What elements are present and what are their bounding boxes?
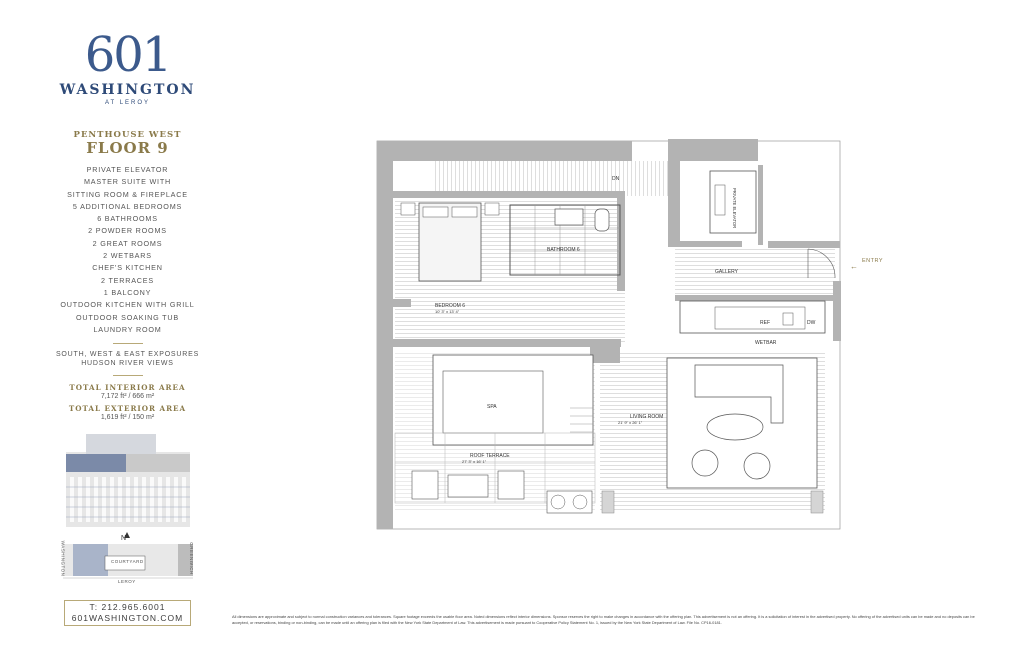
label-spa: SPA [487, 404, 497, 410]
logo-tagline: AT LEROY [104, 100, 151, 106]
divider [113, 375, 143, 376]
label-ref: REF [760, 320, 770, 326]
feature-item: 1 BALCONY [103, 287, 152, 297]
label-bedroom-dims: 10' 3" x 13' 4" [435, 309, 460, 314]
feature-item: 6 BATHROOMS [97, 214, 158, 224]
feature-list [40, 164, 215, 336]
feature-item: 2 POWDER ROOMS [88, 226, 167, 236]
label-elevator: PRIVATE ELEVATOR [732, 188, 737, 229]
logo-number: 601 [84, 27, 171, 83]
street-right-label: GREENWICH [188, 542, 194, 575]
feature-item: MASTER SUITE WITH SITTING ROOM & FIREPLACE [67, 177, 188, 199]
floor-title: FLOOR 9 [86, 139, 169, 157]
unit-name: PENTHOUSE WEST [73, 130, 182, 140]
feature-item: 2 WETBARS [103, 251, 152, 261]
feature-item: OUTDOOR KITCHEN WITH GRILL [60, 300, 195, 310]
feature-item: LAUNDRY ROOM [93, 324, 162, 334]
label-dw: DW [807, 320, 816, 326]
feature-item: 5 ADDITIONAL BEDROOMS [72, 201, 183, 211]
entry-arrow-icon: ← [850, 262, 858, 271]
interior-area-label: TOTAL INTERIOR AREA [69, 383, 186, 393]
stair-floor [435, 161, 670, 196]
feature-item: PRIVATE ELEVATOR [86, 165, 169, 174]
contact-box [64, 600, 191, 626]
label-gallery: GALLERY [715, 269, 738, 275]
label-terrace: ROOF TERRACE [470, 453, 510, 459]
label-bedroom: BEDROOM 6 [435, 303, 466, 309]
phone-number[interactable]: T: 212.965.6001 [89, 602, 166, 612]
coffee-table [707, 414, 763, 440]
exposure-line: HUDSON RIVER VIEWS [81, 359, 174, 367]
feature-item: OUTDOOR SOAKING TUB [76, 312, 179, 322]
interior-area-value: 7,172 ft² / 666 m² [100, 393, 155, 401]
exterior-area-label: TOTAL EXTERIOR AREA [68, 404, 187, 414]
label-living-dims: 21' 9" x 26' 1" [618, 420, 643, 425]
exposure-line: SOUTH, WEST & EAST EXPOSURES [55, 351, 200, 359]
north-label: N [121, 535, 127, 542]
street-left-label: WASHINGTON [60, 540, 66, 577]
street-bottom-label: LEROY [118, 579, 136, 584]
courtyard-label: COURTYARD [111, 559, 144, 564]
divider [113, 343, 143, 344]
label-dn: DN [612, 176, 620, 182]
exposures [40, 351, 215, 368]
disclaimer: All dimensions are approximate and subject to normal construction variances and tolerances. Square footage exceeds the usable floor area. Noted dimensions reflect interior dimensions. Sponsor reserves the right to make changes in accordance with the offering plan. This advertisement is not an offering. It is a solicitation of interest in the advertised property. No offering of the advertised units can be made and no deposits can be accepted, or reservations, binding or non-binding, can be made until an offering plan is filed with the New York State Department of Law. This advertisement is made pursuant to Cooperative Policy Statement No. 1, issued by the New York State Department of Law. File No. CP16-0181. [232, 614, 975, 625]
gallery-floor [675, 248, 835, 298]
key-plan [60, 532, 194, 588]
website-link[interactable]: 601WASHINGTON.COM [71, 613, 184, 623]
feature-item: CHEF'S KITCHEN [92, 263, 163, 273]
feature-item: 2 TERRACES [100, 275, 154, 285]
label-living: LIVING ROOM [630, 414, 664, 420]
entry-label: ENTRY [862, 258, 884, 264]
logo-name: WASHINGTON [59, 82, 196, 98]
feature-item: 2 GREAT ROOMS [92, 238, 163, 248]
floor-plan [375, 133, 890, 533]
building-illustration [66, 432, 190, 527]
label-terrace-dims: 27' 3" x 16' 1" [462, 459, 487, 464]
label-bathroom: BATHROOM 6 [547, 247, 580, 253]
sidebar [40, 27, 215, 425]
exterior-area-value: 1,619 ft² / 150 m² [100, 414, 155, 422]
label-wetbar: WETBAR [755, 340, 777, 346]
